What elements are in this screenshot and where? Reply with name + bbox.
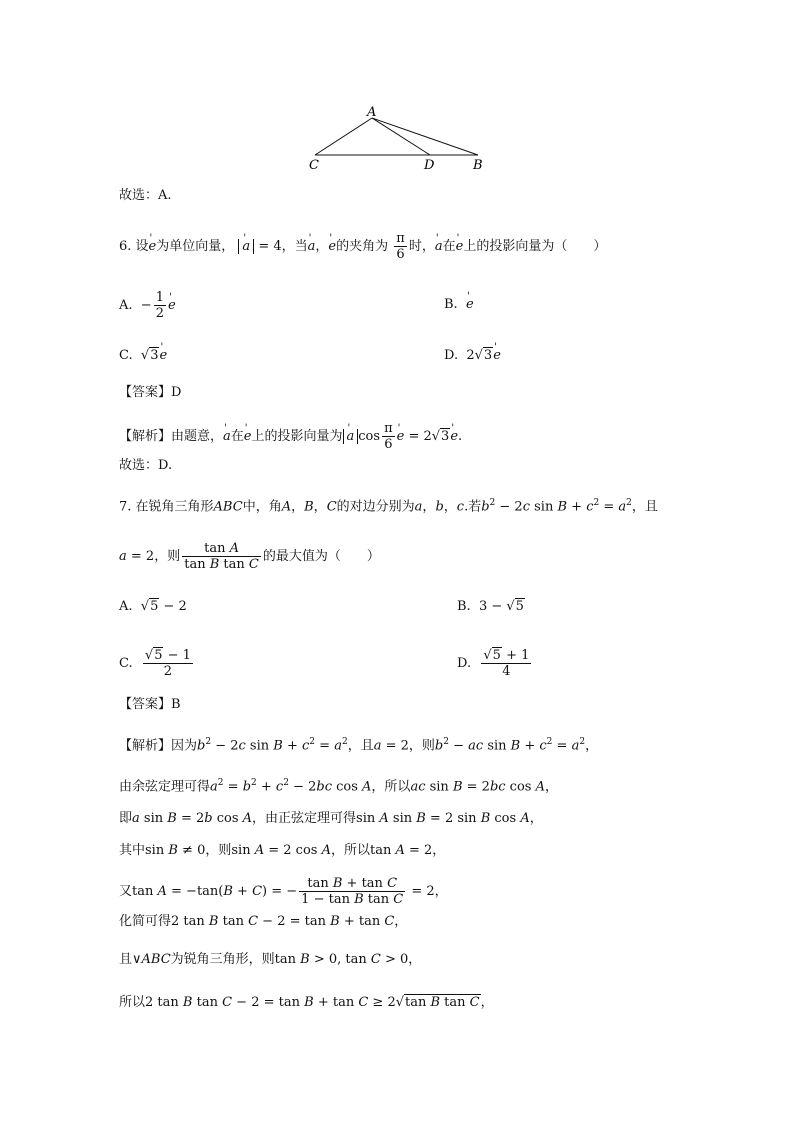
q7-solution-line7: 且∨ABC为锐角三角形，则tan B > 0, tan C > 0， xyxy=(119,952,422,967)
q7-solution-line8: 所以2 tan B tan C − 2 = tan B + tan C ≥ 2√tan B tan C， xyxy=(119,995,494,1010)
q7-option-b[interactable]: B. 3 − √5 xyxy=(457,599,524,614)
q6-option-c[interactable]: C. √3' e xyxy=(119,347,167,365)
q7-stem-line1: 7. 在锐角三角形ABC中，角A，B，C的对边分别为a，b，c.若$b^2 - 2c$ $\sin B + c^2 = a^2$，且 xyxy=(119,498,658,515)
q7-option-c[interactable]: C. $\frac{√5 - 1}{2}$ xyxy=(119,648,191,679)
q6-option-b[interactable]: B. ' e xyxy=(444,296,474,314)
q7-solution-line6: 化简可得2 tan B tan C − 2 = tan B + tan C， xyxy=(119,914,408,929)
vertex-label-b: B xyxy=(473,158,483,173)
q6-conclusion: 故选：D. xyxy=(119,458,173,473)
q7-solution-line4: 其中sin B ≠ 0，则sin A = 2 cos A，所以tan A = 2， xyxy=(119,843,446,858)
q6-stem: 6. 设' e为单位向量， ' a = 4，当' a，' e的夹角为 $\frac{\pi}{6}$ 时，' a在' e上的投影向量为（ ） xyxy=(119,231,606,262)
vertex-label-a: A xyxy=(367,105,377,120)
segment-ab xyxy=(372,118,478,155)
q7-solution-line1: 【解析】因为$b^2 - 2c$ $\sin B + c^2 = a^2$，且a = 2，则$b^2$ − ac $\sin B + c^2 = a^2$， xyxy=(119,737,599,754)
vertex-label-d: D xyxy=(424,158,435,173)
q6-option-d[interactable]: D. 2√3' e xyxy=(444,347,501,365)
q7-solution-line5: 又tan A = −tan(B + C) = − $\frac{\text{tan B + tan C}}{\text{1 − tan B tan C}}$ = 2， xyxy=(119,876,448,907)
q7-solution-line3: 即a sin B = 2b cos A，由正弦定理可得sin A sin B = 2 sin B cos A， xyxy=(119,811,543,826)
segment-ac xyxy=(315,118,372,155)
q7-option-a[interactable]: A. √5 − 2 xyxy=(119,599,187,614)
q7-answer: 【答案】B xyxy=(119,697,181,712)
q7-solution-line2: 由余弦定理可得$a^2 = b^2 + c^2 - 2bc$ cos A，所以ac sin B = 2bc cos A， xyxy=(119,778,558,795)
q6-option-a[interactable]: A. − $\frac{1}{2}$ ' e xyxy=(119,290,176,321)
q7-option-d[interactable]: D. $\frac{√5 + 1}{4}$ xyxy=(457,648,530,679)
q7-stem-line2: a = 2，则 $\frac{\text{tan A}}{\text{tan B tan C}}$ 的最大值为（ ） xyxy=(119,541,380,572)
prev-conclusion: 故选：A. xyxy=(119,188,172,203)
q6-answer: 【答案】D xyxy=(119,385,182,400)
q6-analysis: 【解析】由题意，' a在' e上的投影向量为' a cos $\frac{\pi}{6}$ ' e = 2√3' e. xyxy=(119,421,462,452)
vertex-label-c: C xyxy=(309,158,319,173)
segment-ad xyxy=(372,118,430,155)
